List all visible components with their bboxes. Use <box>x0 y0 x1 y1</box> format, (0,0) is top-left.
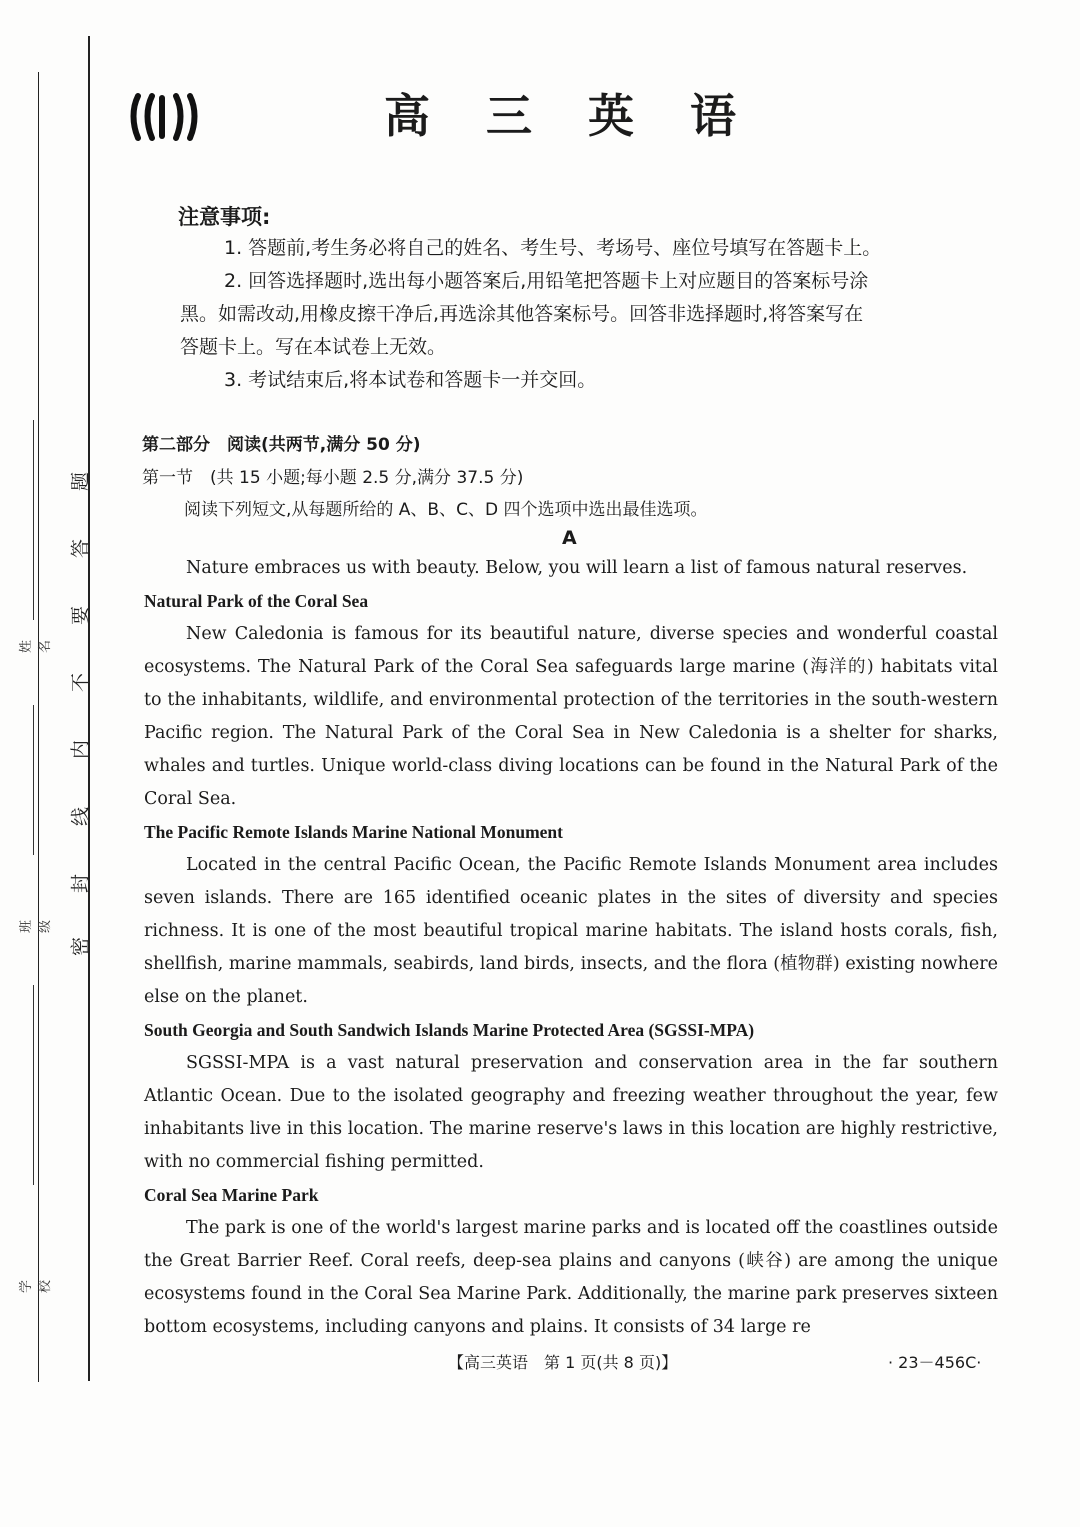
seal-char: 题 <box>69 472 92 492</box>
passage-paragraph: SGSSI-MPA is a vast natural preservation and conservation area in the far southern Atlantic Ocean. Due to the isolated geography and freezing weather throughout the year, few inhabitants live in this location. The marine reserve's laws in this location are highly restrictive, with no commercial fishing permitted. <box>144 1053 998 1172</box>
passage-letter: A <box>562 527 577 549</box>
seal-char: 不 <box>69 673 92 693</box>
blank-line <box>33 705 34 855</box>
binding-line-inner <box>88 36 90 1381</box>
notice-item-1: 1. 答题前,考生务必将自己的姓名、考生号、考场号、座位号填写在答题卡上。 <box>224 237 882 259</box>
class-field-line <box>33 985 34 1185</box>
seal-char: 要 <box>69 606 92 626</box>
publisher-logo <box>128 88 200 144</box>
passage-paragraph: New Caledonia is famous for its beautiful nature, diverse species and wonderful coastal ecosystems. The Natural Park of the Coral Sea safeguards large marine (海洋的) habitats vital to the inhabitants, wildlife, and environmental protection of the territories in the south-western Pacific region. The Natural Park of the Coral Sea in New Caledonia is a shelter for sharks, whales and turtles. Unique world-class diving locations can be found in the Natural Park of the Coral Sea. <box>144 624 998 809</box>
notice-item-2-line-2: 黑。如需改动,用橡皮擦干净后,再选涂其他答案标号。回答非选择题时,将答案写在 <box>180 303 864 325</box>
passage-heading: Natural Park of the Coral Sea <box>144 591 369 611</box>
notice-item-2-line-3: 答题卡上。写在本试卷上无效。 <box>180 336 447 358</box>
seal-char: 答 <box>69 539 92 559</box>
passage-intro: Nature embraces us with beauty. Below, you will learn a list of famous natural reserves. <box>186 558 968 578</box>
name-field-line <box>33 420 34 620</box>
part-heading: 第二部分 阅读(共两节,满分 50 分) <box>142 435 421 455</box>
seal-char: 封 <box>69 874 92 894</box>
passage-heading: South Georgia and South Sandwich Islands Marine Protected Area (SGSSI-MPA) <box>144 1020 755 1040</box>
subsection-heading: 第一节 (共 15 小题;每小题 2.5 分,满分 37.5 分) <box>142 468 524 488</box>
passage-paragraph: Located in the central Pacific Ocean, the Pacific Remote Islands Monument area includes seven islands. There are 165 identified oceanic plates in the sites of diversity and species richness. It is one of the most beautiful tropical marine habitats. The island hosts corals, fish, shellfish, marine mammals, seabirds, land birds, insects, and the flora (植物群) existing nowhere else on the planet. <box>144 855 998 1007</box>
exam-code: · 23－456C· <box>888 1353 982 1372</box>
notice-heading: 注意事项: <box>178 205 271 229</box>
seal-char: 内 <box>69 740 92 760</box>
notice-item-2-line-1: 2. 回答选择题时,选出每小题答案后,用铅笔把答题卡上对应题目的答案标号涂 <box>224 270 869 292</box>
page-footer: 【高三英语 第 1 页(共 8 页)】 <box>448 1353 678 1372</box>
notice-item-3: 3. 考试结束后,将本试卷和答题卡一并交回。 <box>224 369 597 391</box>
passage-heading: Coral Sea Marine Park <box>144 1185 319 1205</box>
page-title: 高 三 英 语 <box>383 89 757 143</box>
section-instruction: 阅读下列短文,从每题所给的 A、B、C、D 四个选项中选出最佳选项。 <box>184 500 708 520</box>
passage-body <box>144 552 998 1344</box>
name-field-label: 姓名 <box>19 639 53 653</box>
passage-paragraph: The park is one of the world's largest marine parks and is located off the coastlines outside the Great Barrier Reef. Coral reefs, deep-sea plains and canyons (峡谷) are among the unique ecosystems found in the Coral Sea Marine Park. Additionally, the marine park preserves sixteen bottom ecosystems, including canyons and plains. It consists of 34 large re <box>144 1218 998 1337</box>
seal-char: 线 <box>69 807 92 827</box>
school-field-label: 学校 <box>19 1279 53 1293</box>
passage-heading: The Pacific Remote Islands Marine National Monument <box>144 822 563 842</box>
class-field-label: 班级 <box>19 919 53 933</box>
seal-char: 密 <box>69 937 92 957</box>
binding-line-outer <box>38 72 39 1382</box>
